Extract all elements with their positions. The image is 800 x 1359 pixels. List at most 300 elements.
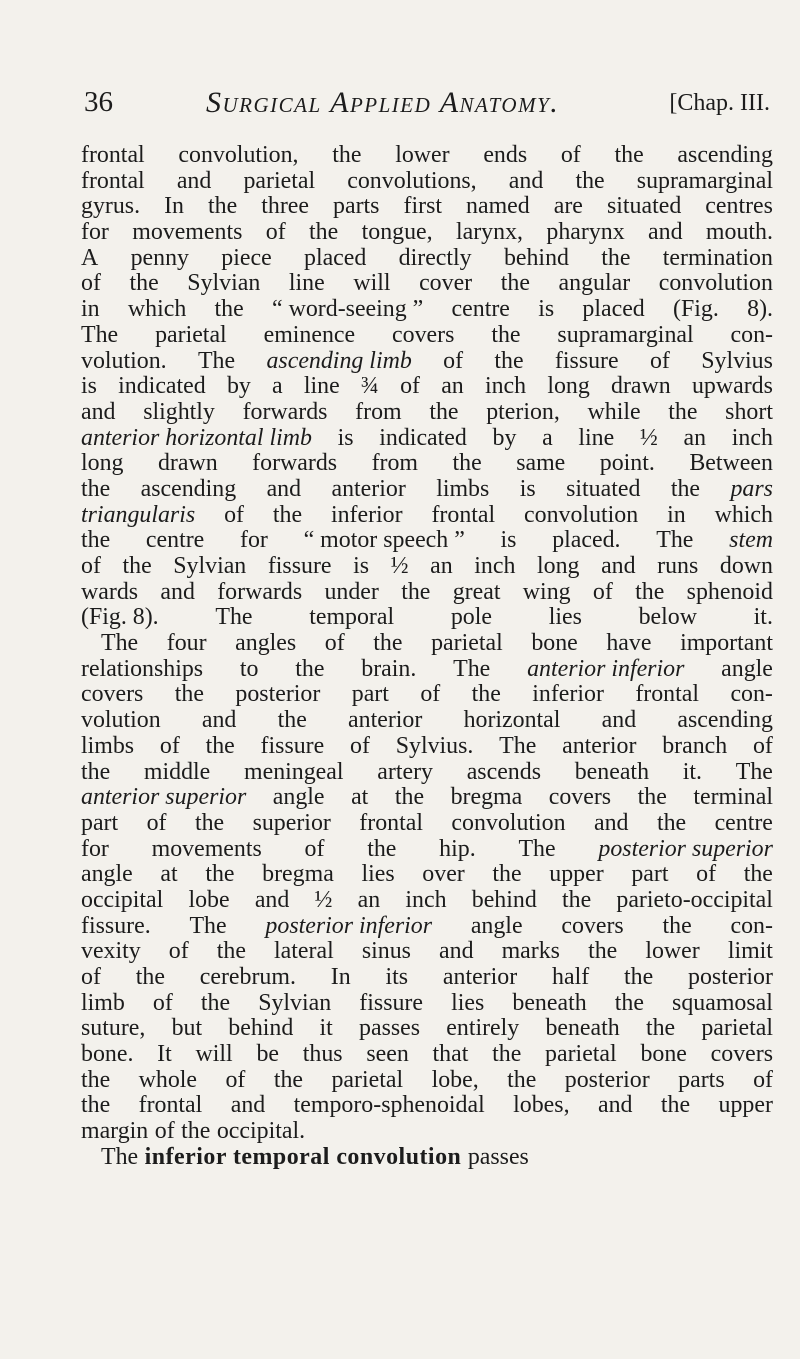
word: the [575, 167, 605, 194]
word: situated [606, 193, 682, 220]
word: the [645, 1015, 676, 1042]
word: posterior [235, 681, 321, 708]
word: parietal [701, 1015, 773, 1042]
text-line [81, 323, 773, 349]
word: for [81, 219, 109, 246]
word: is [353, 553, 370, 579]
word: anterior horizontal limb [81, 424, 312, 451]
text-line [81, 914, 773, 940]
word: bone [640, 1041, 687, 1068]
word: first [403, 193, 442, 220]
chapter-label: [Chap. III. [669, 90, 770, 116]
word: frontal [81, 142, 145, 168]
word: superior [252, 809, 331, 836]
word: margin [81, 1118, 149, 1145]
word: it. [753, 604, 773, 631]
word: covers [548, 784, 612, 811]
word: from [371, 450, 419, 477]
word: centre [451, 296, 510, 323]
word: and [230, 1092, 266, 1119]
word: ¾ [360, 373, 379, 400]
word: short [725, 398, 773, 425]
word: fissure [260, 732, 325, 759]
word: relationships [81, 655, 204, 682]
word: cover [419, 270, 473, 297]
word: from [355, 398, 402, 425]
word: the [194, 809, 225, 836]
word: temporo-sphenoidal [293, 1092, 485, 1119]
word: is [500, 527, 517, 554]
text-line [81, 1093, 773, 1119]
word: the [660, 1092, 691, 1119]
word: pars [730, 475, 773, 502]
word: the [662, 912, 692, 939]
word: placed [582, 296, 645, 323]
word: brain. [361, 655, 417, 682]
word: angle [272, 784, 325, 811]
text-line [81, 708, 773, 734]
word: will [195, 1041, 233, 1068]
word: of [81, 270, 101, 297]
word: The [197, 347, 236, 374]
word: angles [235, 630, 297, 657]
word: anterior superior [81, 784, 247, 811]
word: and [201, 707, 237, 734]
word: have [606, 630, 652, 657]
word: the [295, 655, 325, 682]
text-line [81, 374, 773, 400]
word: the [601, 244, 631, 271]
word: occipital. [216, 1118, 306, 1145]
word: part [351, 681, 389, 708]
body-text [81, 143, 773, 1171]
word: the [214, 296, 244, 323]
word: of [225, 1066, 246, 1093]
word: inferior [330, 501, 403, 528]
word: inch [405, 886, 447, 913]
word: in [81, 296, 100, 323]
word: behind [503, 244, 569, 271]
word: inch [484, 373, 527, 400]
word: parietal [243, 167, 316, 194]
word: Sylvius. [395, 732, 474, 759]
word: the [491, 321, 521, 348]
text-line [81, 888, 773, 914]
word: the [208, 193, 238, 220]
word: A [81, 244, 99, 271]
word: The [735, 758, 773, 785]
word: is [337, 424, 354, 451]
word: which [714, 501, 773, 528]
word: penny [130, 244, 189, 271]
word: triangularis [81, 501, 196, 528]
word: wing [522, 578, 571, 605]
word: whole [138, 1066, 198, 1093]
word: fissure. [81, 912, 151, 939]
word: The [656, 527, 694, 554]
word: (Fig. 8). [81, 604, 159, 631]
text-line [81, 1042, 773, 1068]
text-line [81, 1145, 773, 1171]
word: The [189, 912, 227, 939]
word: and [597, 1092, 633, 1119]
word: covers [392, 321, 455, 348]
text-line [81, 682, 773, 708]
text-line [81, 169, 773, 195]
word: frontal [81, 167, 145, 194]
word: of [752, 732, 773, 759]
word: inferior [532, 681, 604, 708]
word: of [265, 219, 286, 246]
word: situated [566, 475, 641, 502]
text-line [81, 657, 773, 683]
word: entirely [446, 1015, 520, 1042]
word: a [272, 373, 283, 400]
word: piece [221, 244, 272, 271]
word: con- [730, 912, 773, 939]
word: angular [558, 270, 631, 297]
word: covers [81, 681, 144, 708]
text-line [81, 580, 773, 606]
word: will [353, 270, 391, 297]
word: seen [366, 1041, 409, 1068]
word: inch [474, 553, 516, 579]
word: the [500, 270, 530, 297]
word: of [81, 553, 101, 579]
word: inch [731, 424, 773, 451]
word: bone. [81, 1041, 134, 1068]
word: the [122, 553, 152, 579]
word: and [594, 809, 629, 836]
word: ascending [140, 475, 237, 502]
text-line [81, 297, 773, 323]
page-header [84, 86, 770, 126]
word: and [439, 938, 474, 965]
word: of [443, 347, 464, 374]
word: frontal [431, 501, 496, 528]
text-line [81, 991, 773, 1017]
word: the [181, 1118, 211, 1145]
word: of [152, 989, 173, 1016]
word: covers [561, 912, 624, 939]
word: The [499, 732, 537, 759]
word: the [614, 989, 644, 1016]
word: of [592, 578, 613, 605]
word: ½ [314, 886, 333, 913]
word: lies [451, 989, 485, 1016]
word: the [81, 1066, 111, 1093]
word: an [683, 424, 707, 451]
word: bregma [450, 784, 523, 811]
word: vexity [81, 938, 141, 965]
word: frontal [359, 809, 423, 836]
word: posterior inferior [265, 912, 433, 939]
word: convolution, [178, 142, 299, 168]
text-line [81, 1068, 773, 1094]
word: fissure [359, 989, 423, 1016]
word: con- [730, 681, 773, 708]
word: frontal [635, 681, 700, 708]
word: forwards [252, 450, 338, 477]
word: convolution [451, 809, 566, 836]
word: suture, [81, 1015, 146, 1042]
word: lies [361, 861, 395, 888]
word: the [373, 630, 403, 657]
word: the [670, 475, 701, 502]
word: lower [395, 142, 450, 168]
word: the [743, 861, 773, 888]
word: by [492, 424, 517, 451]
word: posterior superior [598, 835, 773, 862]
word: squamosal [672, 989, 773, 1016]
word: the [637, 784, 667, 811]
word: which [127, 296, 187, 323]
word: indicated [118, 373, 206, 400]
word: centres [705, 193, 773, 220]
word: middle [143, 758, 211, 785]
word: long [81, 450, 124, 477]
text-line [81, 939, 773, 965]
text-line [81, 143, 773, 169]
word: It [157, 1041, 172, 1068]
word: angle [721, 655, 773, 682]
word: supramarginal [557, 321, 694, 348]
word: The [453, 655, 491, 682]
running-title: Surgical Applied Anatomy. [206, 86, 560, 119]
word: thus [302, 1041, 343, 1068]
word: convolution [658, 270, 773, 297]
word: the [507, 1066, 537, 1093]
word: lies [548, 604, 582, 631]
word: The [215, 604, 253, 631]
word: and [254, 886, 290, 913]
word: beneath [545, 1015, 620, 1042]
word: limb [81, 989, 125, 1016]
word: lobe, [431, 1066, 479, 1093]
word: Sylvian [173, 553, 247, 579]
word: three [261, 193, 309, 220]
word: parietal [545, 1041, 617, 1068]
word: are [553, 193, 583, 220]
word: placed. [552, 527, 621, 554]
word: four [166, 630, 207, 657]
text-line [81, 785, 773, 811]
word: cerebrum. [199, 964, 296, 990]
word: supramarginal [636, 167, 773, 194]
word: of [560, 142, 581, 168]
word: pterion, [486, 398, 560, 425]
word: artery [377, 758, 433, 785]
word: long [547, 373, 590, 400]
word: sinus [361, 938, 411, 965]
word: under [324, 578, 379, 605]
word: its [385, 964, 409, 990]
word: and [508, 167, 544, 194]
word: the [273, 1066, 304, 1093]
word: the [277, 707, 307, 734]
word: to [239, 655, 259, 682]
text-line [81, 965, 773, 991]
word: ascending [677, 707, 773, 734]
word: ascending [677, 142, 773, 168]
word: convolutions, [347, 167, 477, 194]
word: the [332, 142, 362, 168]
word: wards [81, 578, 139, 605]
word: the [205, 732, 235, 759]
word: 8). [747, 296, 773, 323]
page-number: 36 [84, 86, 113, 118]
word: but [171, 1015, 203, 1042]
word: angle [470, 912, 523, 939]
word: horizontal [463, 707, 561, 734]
word: volution [81, 707, 161, 734]
word: terminal [693, 784, 773, 811]
text-line [81, 503, 773, 529]
word: the [200, 989, 231, 1016]
word: limit [727, 938, 773, 965]
word: anterior [442, 964, 518, 990]
text-line [81, 631, 773, 657]
word: important [680, 630, 773, 657]
word: In [164, 193, 184, 220]
word: convolution [524, 501, 639, 528]
word: of [168, 938, 189, 965]
word: behind [471, 886, 537, 913]
word: the [367, 835, 397, 862]
word: and [81, 398, 116, 425]
word: the [205, 861, 235, 888]
word: the [635, 578, 665, 605]
word: gyrus. [81, 193, 141, 220]
word: meningeal [244, 758, 344, 785]
word: The [518, 835, 556, 862]
word: an [430, 553, 453, 579]
word: at [351, 784, 369, 811]
word: the [492, 861, 522, 888]
word: limbs [436, 475, 490, 502]
word: ½ [390, 553, 409, 579]
word: of [696, 861, 717, 888]
text-line [81, 477, 773, 503]
text-line [81, 837, 773, 863]
word: Sylvius [701, 347, 773, 374]
word: lobes, [513, 1092, 570, 1119]
word: slightly [143, 398, 215, 425]
word: the [668, 398, 698, 425]
word: long [537, 553, 580, 579]
word: an [357, 886, 381, 913]
word: con- [730, 321, 773, 348]
text-line [81, 734, 773, 760]
word: directly [398, 244, 472, 271]
word: and [266, 475, 302, 502]
word: named [466, 193, 530, 220]
word: volution. [81, 347, 167, 374]
word: the [81, 758, 111, 785]
word: pharynx [546, 219, 625, 246]
word: the [429, 398, 459, 425]
word: the [394, 784, 425, 811]
word: the [81, 1092, 111, 1119]
word: ascends [466, 758, 541, 785]
word: termination [662, 244, 773, 271]
word: The [101, 630, 139, 657]
word: by [226, 373, 251, 400]
word: posterior [688, 964, 773, 990]
word: the [129, 270, 159, 297]
text-line [81, 528, 773, 554]
word: parietal [331, 1066, 404, 1093]
word: of [649, 347, 670, 374]
word: an [441, 373, 464, 400]
word: sphenoid [686, 578, 773, 605]
word: lobe [188, 886, 230, 913]
word: (Fig. [673, 296, 719, 323]
word: larynx, [455, 219, 523, 246]
word: that [432, 1041, 469, 1068]
word: indicated [379, 424, 467, 451]
word: The [81, 321, 119, 348]
word: and [648, 219, 683, 246]
word: down [719, 553, 773, 579]
word: occipital [81, 886, 164, 913]
word: Sylvian [258, 989, 332, 1016]
word: upper [718, 1092, 773, 1119]
word: parieto-occipital [616, 886, 773, 913]
word: the [81, 527, 111, 554]
text-line [81, 1119, 773, 1145]
text-line [81, 451, 773, 477]
word: The [101, 1143, 139, 1170]
word: behind [228, 1015, 294, 1042]
word: part [81, 809, 119, 836]
word: be [256, 1041, 279, 1068]
word: at [160, 861, 178, 888]
word: part [631, 861, 669, 888]
word: “ motor speech ” [303, 527, 465, 554]
word: it [319, 1015, 333, 1042]
word: and [160, 578, 195, 605]
word: the [471, 681, 501, 708]
word: the [81, 475, 111, 502]
word: the [614, 142, 644, 168]
word: of [324, 630, 345, 657]
word: covers [710, 1041, 773, 1068]
word: for [81, 835, 109, 862]
word: of [420, 681, 441, 708]
word: the [588, 938, 618, 965]
word: marks [501, 938, 560, 965]
word: anterior inferior [527, 655, 685, 682]
word: tongue, [361, 219, 433, 246]
word: pole [450, 604, 492, 631]
word: ends [483, 142, 528, 168]
word: frontal [138, 1092, 203, 1119]
word: it. [682, 758, 703, 785]
text-line [81, 400, 773, 426]
word: line [578, 424, 615, 451]
word: anterior [331, 475, 406, 502]
word: fissure [267, 553, 332, 579]
word: centre [145, 527, 205, 554]
word: over [422, 861, 465, 888]
word: passes [467, 1143, 529, 1170]
word: the [656, 809, 687, 836]
word: the [561, 886, 592, 913]
word: same [516, 450, 566, 477]
word: bone [531, 630, 578, 657]
word: In [330, 964, 351, 990]
